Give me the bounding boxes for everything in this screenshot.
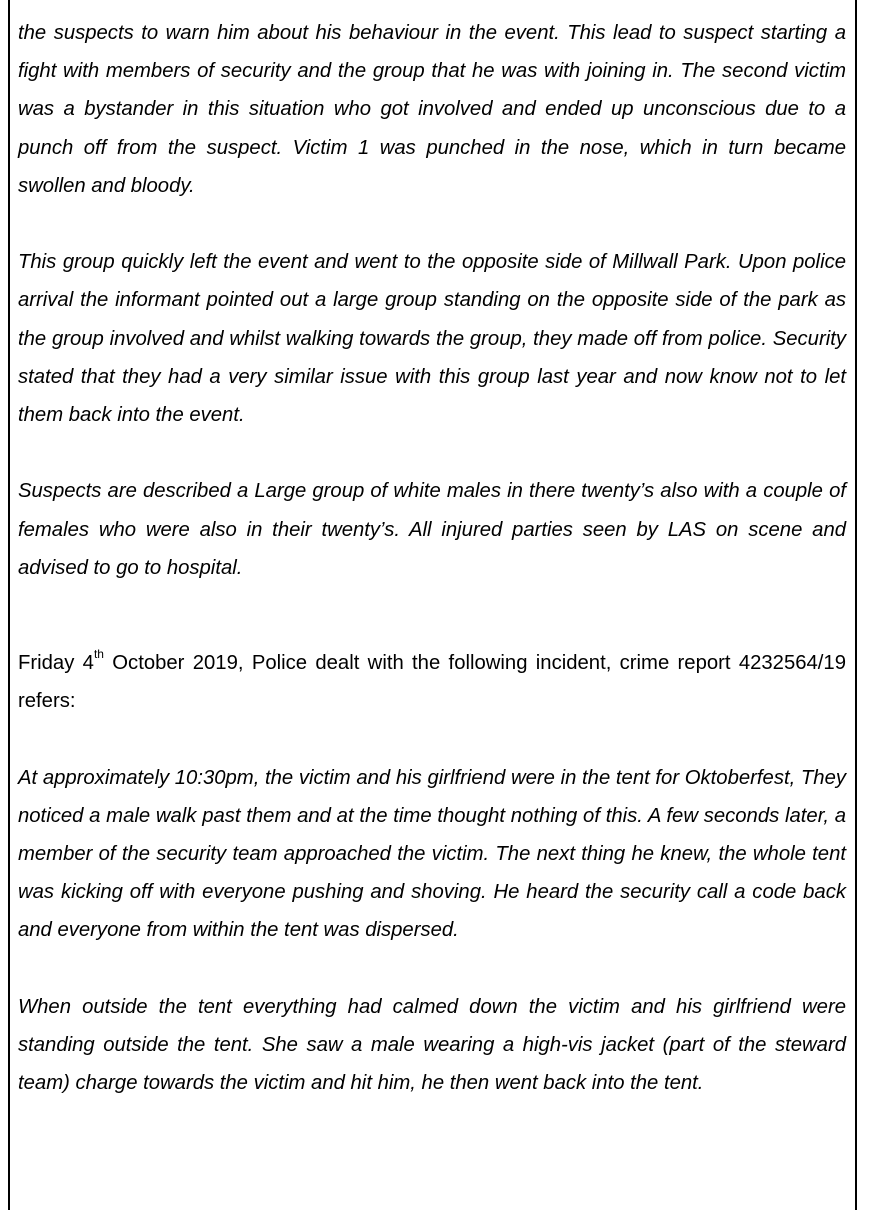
paragraph-suspect-description: Suspects are described a Large group of white males in there twenty’s also with a couple of females who were also in their twenty’s. All injured parties seen by LAS on scene and advised to go to hospital. — [18, 480, 846, 579]
incident-day-ordinal: th — [93, 647, 104, 662]
document-body — [18, 14, 846, 1102]
incident-details: October 2019, Police dealt with the following incident, crime report 4232564/19 refers: — [18, 652, 846, 713]
paragraph-steward-assault: When outside the tent everything had calmed down the victim and his girlfriend were standing outside the tent. She saw a male wearing a high-vis jacket (part of the steward team) charge towards the victim and hit him, he then went back into the tent. — [18, 995, 846, 1095]
paragraph-incident-header — [18, 644, 846, 720]
paragraph-suspects-fight: the suspects to warn him about his behaviour in the event. This lead to suspect starting a fight with members of security and the group that he was with joining in. The second victim was a bystander in this situation who got involved and ended up unconscious due to a punch off from the suspect. Victim 1 was punched in the nose, which in turn became swollen and bloody. — [18, 22, 846, 197]
paragraph-oktoberfest-tent: At approximately 10:30pm, the victim and his girlfriend were in the tent for Oktoberfest, They noticed a male walk past them and at the time thought nothing of this. A few seconds later, a member of the security team approached the victim. The next thing he knew, the whole tent was kicking off with everyone pushing and shoving. He heard the security call a code back and everyone from within the tent was dispersed. — [18, 766, 846, 942]
paragraph-group-left: This group quickly left the event and went to the opposite side of Millwall Park. Upon police arrival the informant pointed out a large group standing on the opposite side of the park as the group involved and whilst walking towards the group, they made off from police. Security stated that they had a very similar issue with this group last year and now know not to let them back into the event. — [18, 251, 846, 427]
incident-day: Friday 4 — [18, 652, 94, 675]
